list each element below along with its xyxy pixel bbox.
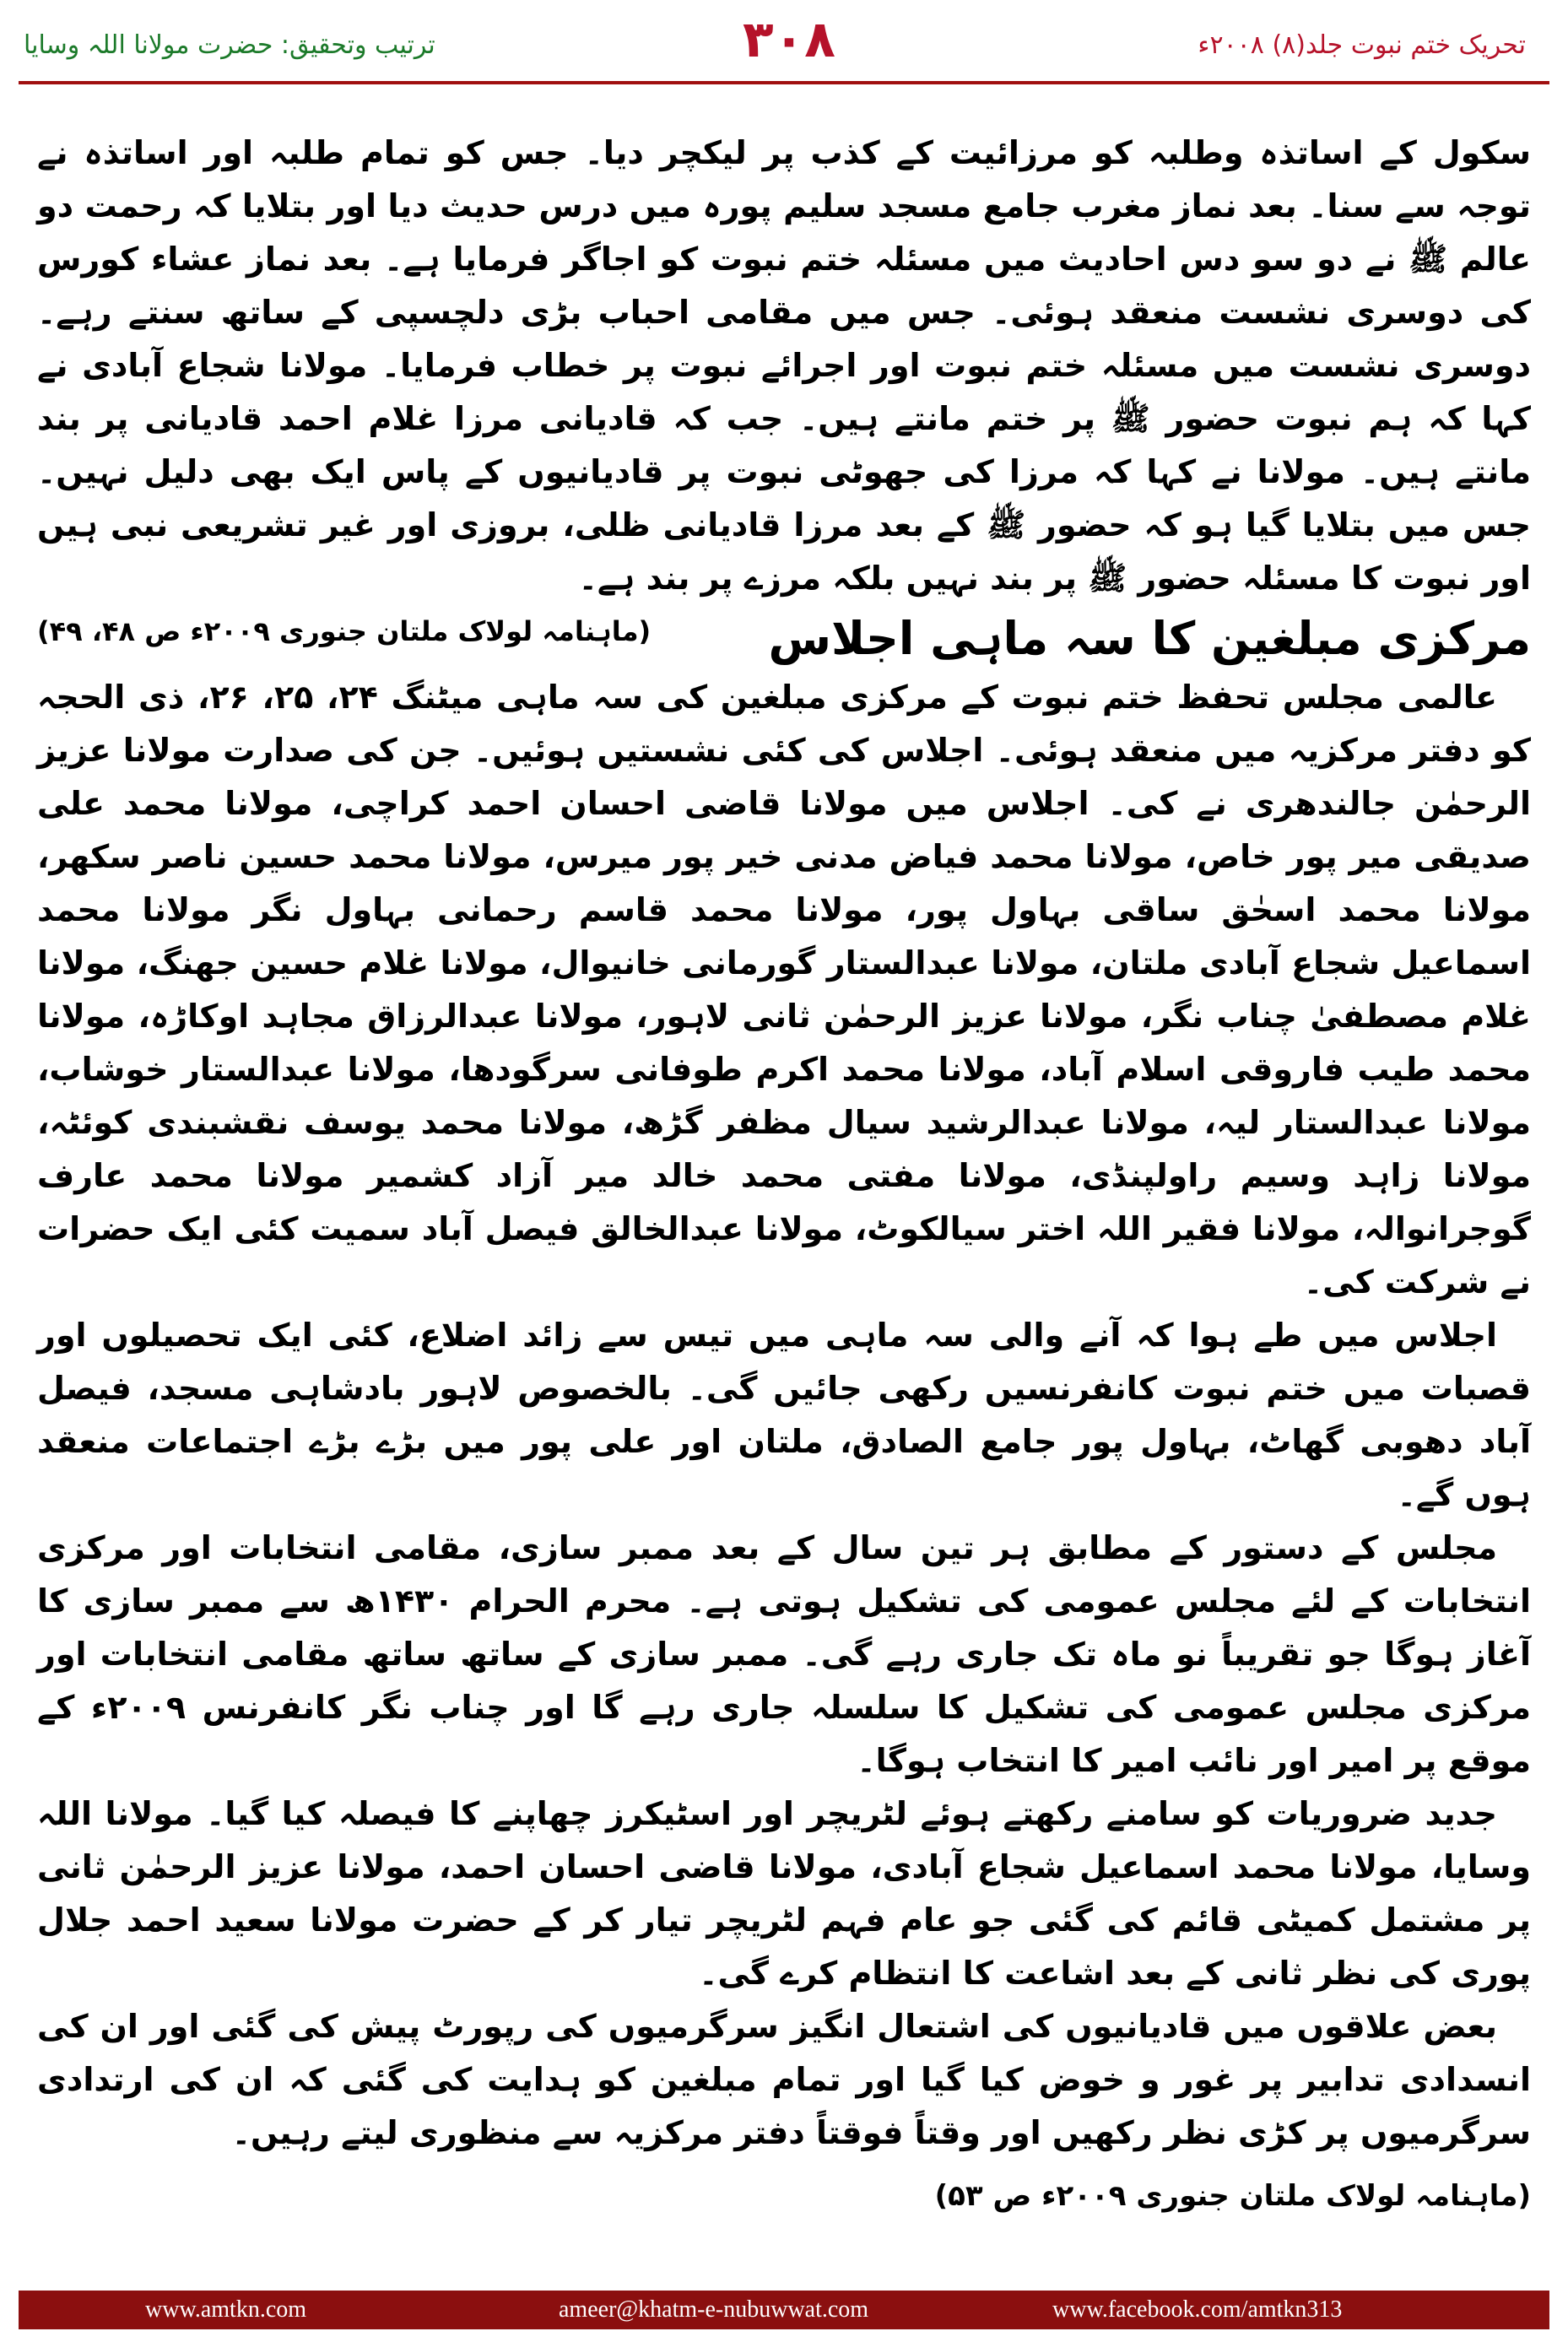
book-title: تحریک ختم نبوت جلد(۸) ۲۰۰۸ء [1198,30,1526,60]
page-body [37,127,1531,2213]
footer-bar [19,2291,1549,2329]
intro-reference: (ماہنامہ لولاک ملتان جنوری ۲۰۰۹ء ص ۴۸، ۴۹) [37,615,652,647]
email-link[interactable]: ameer@khatm-e-nubuwwat.com [559,2296,869,2323]
page-header [0,0,1568,80]
membership-paragraph: مجلس کے دستور کے مطابق ہر تین سال کے بعد ممبر سازی، مقامی انتخابات اور مرکزی انتخابات کے لئے مجلس عمومی کی تشکیل ہوتی ہے۔ محرم الحرام ۱۴۳۰ھ سے ممبر سازی کا آغاز ہوگا جو تقریباً نو ماہ تک جاری رہے گی۔ ممبر سازی کے ساتھ ساتھ مقامی انتخابات اور مرکزی مجلس عمومی کی تشکیل کا سلسلہ جاری رہے گا اور چناب نگر کانفرنس ۲۰۰۹ء کے موقع پر امیر اور نائب امیر کا انتخاب ہوگا۔ [37,1529,1531,1779]
intro-paragraph-text: سکول کے اساتذہ وطلبہ کو مرزائیت کے کذب پر لیکچر دیا۔ جس کو تمام طلبہ اور اساتذہ نے توجہ سے سنا۔ بعد نماز مغرب جامع مسجد سلیم پورہ میں درس حدیث دیا اور بتلایا کہ رحمت دو عالم ﷺ نے دو سو دس احادیث میں مسئلہ ختم نبوت کو اجاگر فرمایا ہے۔ بعد نماز عشاء کورس کی دوسری نشست منعقد ہوئی۔ جس میں مقامی احباب بڑی دلچسپی کے ساتھ سنتے رہے۔ دوسری نشست میں مسئلہ ختم نبوت اور اجرائے نبوت پر خطاب فرمایا۔ مولانا شجاع آبادی نے کہا کہ ہم نبوت حضور ﷺ پر ختم مانتے ہیں۔ جب کہ قادیانی مرزا غلام احمد قادیانی پر بند مانتے ہیں۔ مولانا نے کہا کہ مرزا کی جھوٹی نبوت پر قادیانیوں کے پاس ایک بھی دلیل نہیں۔ جس میں بتلایا گیا ہو کہ حضور ﷺ کے بعد مرزا قادیانی ظلی، بروزی اور غیر تشریعی نبی ہیں اور نبوت کا مسئلہ حضور ﷺ پر بند نہیں بلکہ مرزے پر بند ہے۔ [37,134,1531,597]
header-divider [19,81,1549,84]
conferences-paragraph: اجلاس میں طے ہوا کہ آنے والی سہ ماہی میں تیس سے زائد اضلاع، کئی ایک تحصیلوں اور قصبات میں ختم نبوت کانفرنسیں رکھی جائیں گی۔ بالخصوص لاہور بادشاہی مسجد، فیصل آباد دھوبی گھاٹ، بہاول پور جامع الصادق، ملتان اور علی پور میں بڑے بڑے اجتماعات منعقد ہوں گے۔ [37,1317,1531,1513]
final-reference: (ماہنامہ لولاک ملتان جنوری ۲۰۰۹ء ص ۵۳) [934,2179,1531,2213]
literature-paragraph: جدید ضروریات کو سامنے رکھتے ہوئے لٹریچر اور اسٹیکرز چھاپنے کا فیصلہ کیا گیا۔ مولانا اللہ وسایا، مولانا محمد اسماعیل شجاع آبادی، مولانا قاضی احسان احمد، مولانا عزیز الرحمٰن ثانی پر مشتمل کمیٹی قائم کی گئی جو عام فہم لٹریچر تیار کر کے حضرت مولانا سعید احمد جلال پوری کی نظر ثانی کے بعد اشاعت کا انتظام کرے گی۔ [37,1795,1531,1992]
page-number: ۳۰۸ [743,10,835,69]
facebook-link[interactable]: www.facebook.com/amtkn313 [1052,2296,1343,2323]
compiler-credit: ترتیب وتحقیق: حضرت مولانا اللہ وسایا [24,30,435,60]
meeting-paragraph: عالمی مجلس تحفظ ختم نبوت کے مرکزی مبلغین کی سہ ماہی میٹنگ ۲۴، ۲۵، ۲۶، ذی الحجہ کو دفتر مرکزیہ میں منعقد ہوئی۔ اجلاس کی کئی نشستیں ہوئیں۔ جن کی صدارت مولانا عزیز الرحمٰن جالندھری نے کی۔ اجلاس میں مولانا قاضی احسان احمد کراچی، مولانا محمد علی صدیقی میر پور خاص، مولانا محمد فیاض مدنی خیر پور میرس، مولانا محمد حسین ناصر سکھر، مولانا محمد اسحٰق ساقی بہاول پور، مولانا محمد قاسم رحمانی بہاول نگر مولانا محمد اسماعیل شجاع آبادی ملتان، مولانا عبدالستار گورمانی خانیوال، مولانا غلام حسین جھنگ، مولانا غلام مصطفیٰ چناب نگر، مولانا عزیز الرحمٰن ثانی لاہور، مولانا عبدالرزاق مجاہد اوکاڑہ، مولانا محمد طیب فاروقی اسلام آباد، مولانا محمد اکرم طوفانی سرگودھا، مولانا عبدالستار خوشاب، مولانا عبدالستار لیہ، مولانا عبدالرشید سیال مظفر گڑھ، مولانا محمد یوسف نقشبندی کوئٹہ، مولانا زاہد وسیم راولپنڈی، مولانا مفتی محمد خالد میر آزاد کشمیر مولانا محمد عارف گوجرانوالہ، مولانا فقیر اللہ اختر سیالکوٹ، مولانا عبدالخالق فیصل آباد سمیت کئی ایک حضرات نے شرکت کی۔ [37,679,1531,1301]
activities-paragraph: بعض علاقوں میں قادیانیوں کی اشتعال انگیز سرگرمیوں کی رپورٹ پیش کی گئی اور ان کی انسدادی تدابیر پر غور و خوض کیا گیا اور تمام مبلغین کو ہدایت کی گئی کہ ان کی ارتدادی سرگرمیوں پر کڑی نظر رکھیں اور وقتاً فوقتاً دفتر مرکزیہ سے منظوری لیتے رہیں۔ [37,2008,1531,2151]
section-heading: مرکزی مبلغین کا سہ ماہی اجلاس [768,612,1531,665]
website-link[interactable]: www.amtkn.com [145,2296,307,2323]
